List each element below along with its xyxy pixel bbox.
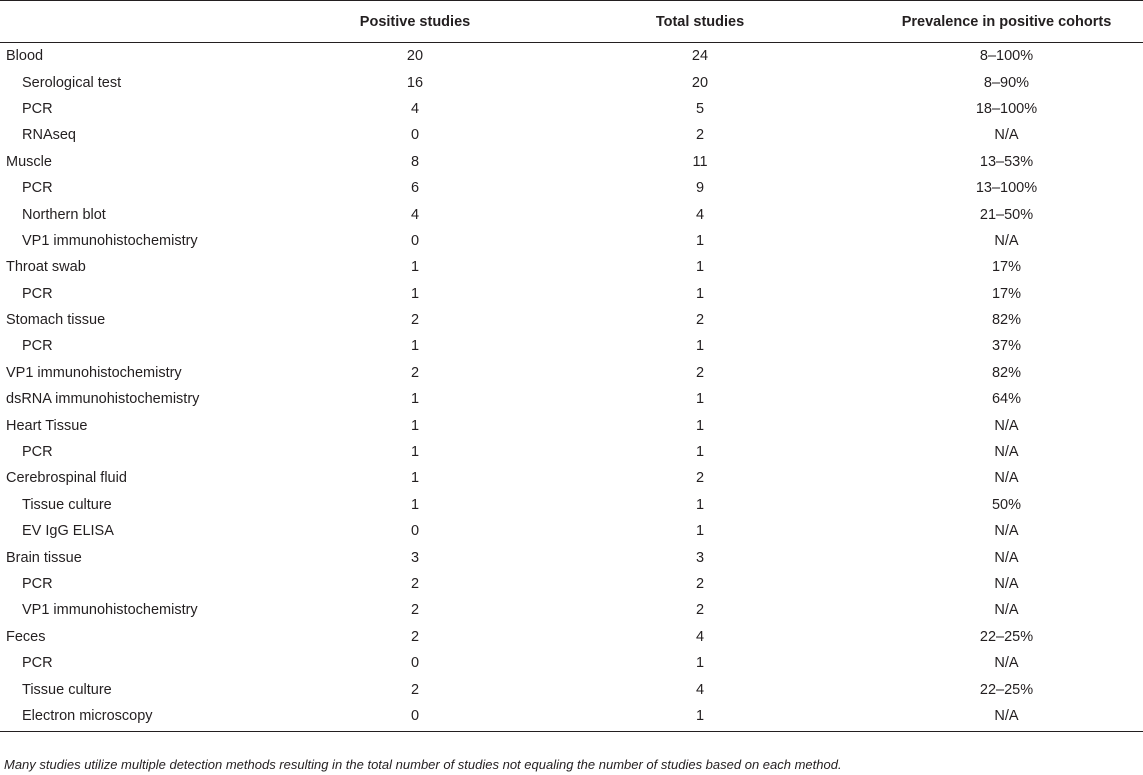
prevalence-cell: 8–100% — [979, 48, 1034, 65]
row-label: PCR — [22, 285, 53, 302]
row-label: Throat swab — [6, 259, 86, 276]
prevalence-cell: 22–25% — [979, 681, 1034, 698]
positive-studies-cell: 2 — [410, 602, 420, 619]
table-row — [0, 149, 1143, 175]
prevalence-cell: 18–100% — [975, 100, 1038, 117]
row-label: Muscle — [6, 153, 52, 170]
prevalence-cell: N/A — [994, 655, 1019, 672]
table-row — [0, 412, 1143, 438]
total-studies-cell: 4 — [695, 628, 705, 645]
row-label: EV IgG ELISA — [22, 523, 114, 540]
positive-studies-cell: 1 — [410, 417, 420, 434]
positive-studies-cell: 0 — [410, 127, 420, 144]
header-prevalence: Prevalence in positive cohorts — [870, 1, 1143, 43]
row-label: PCR — [22, 444, 53, 461]
total-studies-cell: 1 — [695, 655, 705, 672]
prevalence-cell: N/A — [870, 703, 1143, 732]
total-studies-cell: 1 — [530, 703, 870, 732]
positive-studies-cell: 1 — [410, 338, 420, 355]
prevalence-cell: 50% — [991, 496, 1022, 513]
row-label: PCR — [22, 338, 53, 355]
prevalence-cell: N/A — [994, 576, 1019, 592]
total-studies-cell: 1 — [695, 417, 705, 434]
total-studies-cell: 4 — [695, 681, 705, 698]
table-row — [0, 69, 1143, 95]
total-studies-cell: 2 — [695, 127, 705, 144]
table-row — [0, 492, 1143, 518]
positive-studies-cell: 1 — [410, 259, 420, 276]
row-label: Stomach tissue — [6, 312, 106, 329]
positive-studies-cell: 2 — [410, 628, 420, 645]
positive-studies-cell: 1 — [410, 391, 420, 408]
total-studies-cell: 1 — [695, 259, 705, 276]
positive-studies-cell: 16 — [406, 74, 424, 91]
header-row — [0, 1, 1143, 43]
row-label: dsRNA immunohistochemistry — [6, 391, 200, 408]
total-studies-cell: 2 — [695, 364, 705, 381]
table-row — [0, 175, 1143, 201]
table-row — [0, 624, 1143, 650]
prevalence-cell: 22–25% — [979, 628, 1034, 645]
table-row — [0, 650, 1143, 676]
positive-studies-cell: 4 — [410, 100, 420, 117]
table-row — [0, 518, 1143, 544]
positive-studies-cell: 1 — [410, 285, 420, 302]
header-total-studies: Total studies — [530, 1, 870, 43]
positive-studies-cell: 4 — [410, 206, 420, 223]
positive-studies-cell: 0 — [410, 523, 420, 540]
positive-studies-cell: 8 — [410, 153, 420, 170]
total-studies-cell: 2 — [695, 470, 705, 487]
table-row — [0, 281, 1143, 307]
total-studies-cell: 3 — [695, 549, 705, 566]
total-studies-cell: 5 — [695, 100, 705, 117]
total-studies-cell: 2 — [695, 312, 705, 329]
row-label: VP1 immunohistochemistry — [22, 602, 198, 619]
positive-studies-cell: 6 — [410, 180, 420, 197]
positive-studies-cell: 0 — [410, 232, 420, 249]
positive-studies-cell: 1 — [410, 444, 420, 461]
table-row — [0, 333, 1143, 359]
total-studies-cell: 9 — [695, 180, 705, 197]
table-row — [0, 386, 1143, 412]
prevalence-cell: 8–90% — [983, 74, 1030, 91]
table-row — [0, 439, 1143, 465]
table-row — [0, 465, 1143, 491]
row-label: Northern blot — [22, 206, 106, 223]
row-label: PCR — [22, 576, 53, 592]
row-label: Heart Tissue — [6, 417, 88, 434]
prevalence-cell: 82% — [991, 312, 1022, 329]
prevalence-cell: N/A — [994, 523, 1019, 540]
total-studies-cell: 2 — [695, 576, 705, 592]
total-studies-cell: 1 — [695, 523, 705, 540]
table-row — [0, 307, 1143, 333]
prevalence-cell: N/A — [994, 127, 1019, 144]
row-label: Tissue culture — [22, 496, 112, 513]
total-studies-cell: 1 — [695, 232, 705, 249]
total-studies-cell: 24 — [691, 48, 709, 65]
prevalence-cell: N/A — [994, 232, 1019, 249]
total-studies-cell: 1 — [695, 444, 705, 461]
prevalence-cell: N/A — [994, 417, 1019, 434]
total-studies-cell: 1 — [695, 285, 705, 302]
prevalence-cell: 82% — [991, 364, 1022, 381]
total-studies-cell: 1 — [695, 496, 705, 513]
header-label — [0, 1, 300, 43]
prevalence-cell: 13–53% — [979, 153, 1034, 170]
positive-studies-cell: 1 — [410, 470, 420, 487]
positive-studies-cell: 0 — [410, 655, 420, 672]
table-header — [0, 1, 1143, 43]
table-row — [0, 201, 1143, 227]
row-label: PCR — [22, 655, 53, 672]
positive-studies-cell: 2 — [410, 576, 420, 592]
prevalence-cell: 17% — [991, 259, 1022, 276]
total-studies-cell: 1 — [695, 338, 705, 355]
table-row — [0, 43, 1143, 70]
table-row — [0, 571, 1143, 597]
row-label: PCR — [22, 180, 53, 197]
prevalence-cell: 13–100% — [975, 180, 1038, 197]
total-studies-cell: 2 — [695, 602, 705, 619]
table-row — [0, 544, 1143, 570]
table-row — [0, 254, 1143, 280]
table-row — [0, 96, 1143, 122]
table-row — [0, 122, 1143, 148]
header-positive-studies: Positive studies — [300, 1, 530, 43]
prevalence-cell: 21–50% — [979, 206, 1034, 223]
prevalence-cell: N/A — [994, 470, 1019, 487]
prevalence-cell: N/A — [994, 602, 1019, 619]
table-row — [0, 228, 1143, 254]
row-label: Cerebrospinal fluid — [6, 470, 127, 487]
total-studies-cell: 20 — [691, 74, 709, 91]
positive-studies-cell: 2 — [410, 681, 420, 698]
table-footnote: Many studies utilize multiple detection methods resulting in the total number of studies not equaling the number of studies based on each method. — [4, 757, 842, 772]
positive-studies-cell: 2 — [410, 312, 420, 329]
table-row — [0, 676, 1143, 702]
prevalence-cell: 37% — [991, 338, 1022, 355]
total-studies-cell: 11 — [692, 153, 708, 170]
table-row — [0, 597, 1143, 623]
positive-studies-cell: 2 — [410, 364, 420, 381]
row-label: VP1 immunohistochemistry — [22, 232, 198, 249]
row-label: RNAseq — [22, 127, 76, 144]
row-label: Tissue culture — [22, 681, 112, 698]
positive-studies-cell: 0 — [300, 703, 530, 732]
row-label: PCR — [22, 100, 53, 117]
prevalence-cell: 64% — [991, 391, 1022, 408]
prevalence-cell: 17% — [991, 285, 1022, 302]
positive-studies-cell: 1 — [410, 496, 420, 513]
table-row — [0, 703, 1143, 732]
positive-studies-cell: 3 — [410, 549, 420, 566]
row-label: Electron microscopy — [0, 703, 300, 732]
row-label: Feces — [6, 628, 46, 645]
row-label: Serological test — [22, 74, 122, 91]
total-studies-cell: 1 — [695, 391, 705, 408]
prevalence-cell: N/A — [994, 444, 1019, 461]
row-label: VP1 immunohistochemistry — [6, 364, 182, 381]
row-label: Brain tissue — [6, 549, 82, 566]
total-studies-cell: 4 — [695, 206, 705, 223]
positive-studies-cell: 20 — [406, 48, 424, 65]
table-body — [0, 43, 1143, 732]
table-row — [0, 360, 1143, 386]
prevalence-cell: N/A — [994, 549, 1019, 566]
row-label: Blood — [6, 48, 44, 65]
